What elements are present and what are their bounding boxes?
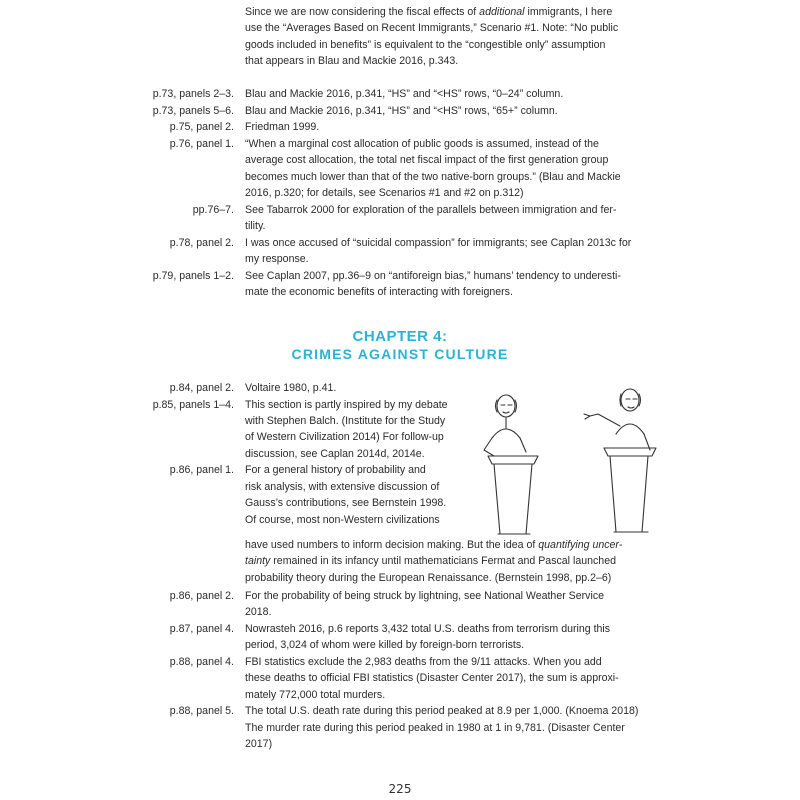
endnote-text [245,397,467,463]
intro-line: use the “Averages Based on Recent Immigrants,” Scenario #1. Note: “No public [245,22,619,35]
endnote-line: Of course, most non-Western civilizations [245,513,440,526]
endnote-text [245,268,663,301]
intro-line: that appears in Blau and Mackie 2016, p.343. [245,55,459,68]
endnote-line: I was once accused of “suicidal compassion” for immigrants; see Caplan 2013c for [245,236,632,249]
endnote-text [245,202,663,235]
chapter-title: CRIMES AGAINST CULTURE [291,346,509,362]
endnote-reference: p.76, panel 1. [169,137,234,150]
debate-illustration [470,378,670,538]
endnote-text [245,462,467,528]
endnote-reference: p.75, panel 2. [169,121,234,134]
endnote-reference: p.73, panels 5–6. [152,104,234,117]
endnote-line: these deaths to official FBI statistics (Disaster Center 2017), the sum is approxi- [245,672,619,685]
left-podium [488,456,538,534]
endnote-line: of Western Civilization 2014) For follow-up [245,431,444,444]
endnote-line: mate the economic benefits of interacting with foreigners. [245,286,513,298]
endnote-line: See Caplan 2007, pp.36–9 on “antiforeign bias,” humans’ tendency to underesti- [245,269,621,282]
endnote-text [245,103,663,119]
endnote-line: For a general history of probability and [245,464,426,477]
endnote-line: risk analysis, with extensive discussion of [245,480,440,493]
chapter-number: CHAPTER 4: [352,328,448,345]
endnote-line: Friedman 1999. [245,121,320,134]
endnote-line: Blau and Mackie 2016, p.341, “HS” and “<HS” rows, “65+” column. [245,104,558,117]
endnote-line: period, 3,024 of whom were killed by foreign-born terrorists. [245,639,525,652]
endnote-line: 2016, p.320; for details, see Scenarios #1 and #2 on p.312) [245,187,524,200]
endnote-text [245,621,663,654]
endnote-line: The murder rate during this period peaked in 1980 at 1 in 9,781. (Disaster Center [245,721,625,734]
endnote-line: Blau and Mackie 2016, p.341, “HS” and “<HS” rows, “0–24” column. [245,88,564,100]
endnote-line: with Stephen Balch. (Institute for the Study [245,415,446,427]
endnote-line: Nowrasteh 2016, p.6 reports 3,432 total U.S. deaths from terrorism during this [245,623,611,635]
endnote-line: becomes much lower than that of the two native-born groups.” (Blau and Mackie [245,170,621,183]
endnote-line: discussion, see Caplan 2014d, 2014e. [245,447,425,460]
endnote-reference: p.73, panels 2–3. [152,88,234,100]
intro-text: immigrants, I here [524,6,613,18]
endnote-text [245,703,663,752]
endnote-line: average cost allocation, the total net fiscal impact of the first generation group [245,154,609,167]
endnote-reference: p.86, panel 1. [169,464,234,477]
endnote-reference: p.88, panel 5. [169,705,234,718]
endnote-reference: p.87, panel 4. [169,623,234,635]
endnote-line: For the probability of being struck by lightning, see National Weather Service [245,590,605,602]
endnote-text [245,654,663,703]
left-debater-figure [484,395,526,456]
intro-text: Since we are now considering the fiscal effects of [245,6,480,18]
endnote-line: 2017) [245,738,273,751]
endnote-line: This section is partly inspired by my debate [245,398,448,411]
endnote-reference: pp.76–7. [192,203,234,216]
endnote-text [245,588,663,621]
continuation-text: remained in its infancy until mathematicians Fermat and Pascal launched [270,555,616,568]
endnote-reference: p.84, panel 2. [169,382,234,394]
endnote-reference: p.86, panel 2. [169,590,234,602]
endnote-text [245,136,663,202]
intro-line: goods included in benefits” is equivalent to the “congestible only” assumption [245,38,606,51]
continuation-text: probability theory during the European Renaissance. (Bernstein 1998, pp.2–6) [245,571,612,584]
endnote-reference: p.78, panel 2. [169,236,234,249]
endnote-reference: p.88, panel 4. [169,656,234,668]
endnote-line: Gauss’s contributions, see Bernstein 1998. [245,497,447,510]
endnote-line: Voltaire 1980, p.41. [245,382,337,394]
endnote-line: mately 772,000 total murders. [245,688,386,701]
continuation-emphasis: tainty [245,555,271,568]
endnote-text [245,235,663,268]
endnote-line: The total U.S. death rate during this period peaked at 8.9 per 1,000. (Knoema 2018) [245,705,639,718]
endnote-line: 2018. [245,606,272,619]
endnote-reference: p.85, panels 1–4. [152,398,234,411]
endnote-text [245,119,663,135]
page-number: 225 [388,782,412,796]
endnote-text [245,86,663,102]
endnote-line: my response. [245,253,309,265]
continuation-text: have used numbers to inform decision making. But the idea of [245,539,539,551]
intro-emphasis: additional [479,6,525,18]
intro-paragraph [245,4,665,70]
right-podium [604,448,656,532]
endnote-line: FBI statistics exclude the 2,983 deaths from the 9/11 attacks. When you add [245,656,602,668]
right-debater-figure [584,389,650,450]
endnote-line: tility. [245,220,266,232]
endnote-line: See Tabarrok 2000 for exploration of the parallels between immigration and fer- [245,203,617,216]
note-continuation [245,537,663,586]
endnote-text [245,380,467,396]
endnote-reference: p.79, panels 1–2. [152,269,234,282]
endnote-line: “When a marginal cost allocation of public goods is assumed, instead of the [245,137,599,150]
continuation-emphasis: quantifying uncer- [538,539,623,551]
